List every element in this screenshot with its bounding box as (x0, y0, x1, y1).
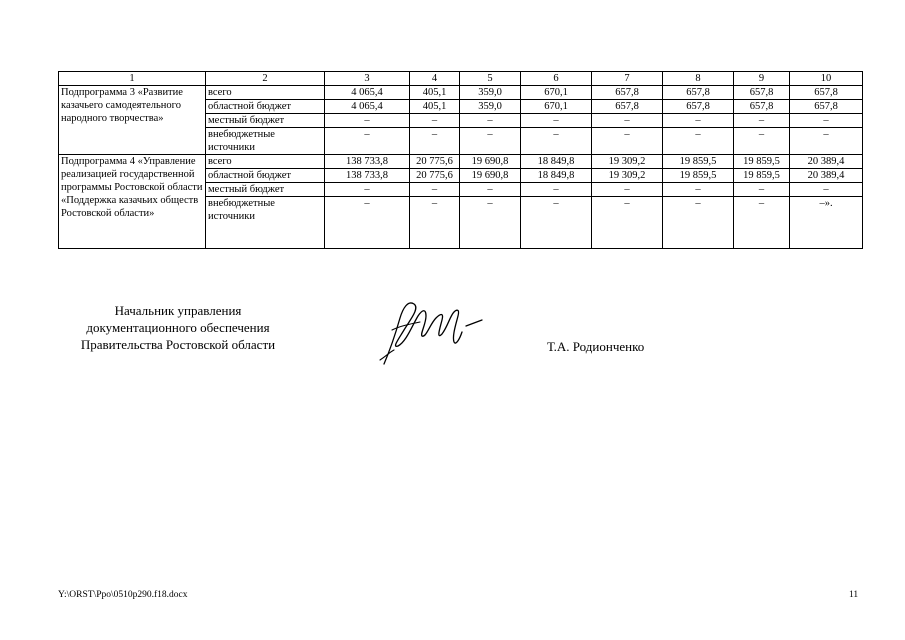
cell-value: 18 849,8 (521, 155, 592, 169)
cell-value: – (325, 183, 410, 197)
cell-value: 19 859,5 (663, 169, 734, 183)
cell-value: 657,8 (790, 100, 863, 114)
cell-value: – (734, 114, 790, 128)
cell-value: 19 309,2 (592, 155, 663, 169)
cell-value: – (460, 128, 521, 155)
cell-value: 359,0 (460, 86, 521, 100)
cell-value: 20 389,4 (790, 169, 863, 183)
cell-value: 657,8 (592, 100, 663, 114)
cell-value: 4 065,4 (325, 100, 410, 114)
signatory-name: Т.А. Родионченко (547, 339, 645, 354)
cell-value: – (521, 197, 592, 249)
cell-value: – (592, 197, 663, 249)
signatory-position (58, 302, 298, 353)
cell-value: 20 775,6 (410, 169, 460, 183)
row-label: всего (206, 86, 325, 100)
cell-value: – (734, 183, 790, 197)
cell-value: – (325, 128, 410, 155)
cell-value: – (460, 197, 521, 249)
cell-value: 19 690,8 (460, 155, 521, 169)
col-header: 5 (460, 72, 521, 86)
budget-table (58, 71, 863, 249)
cell-value: 19 859,5 (663, 155, 734, 169)
row-label: внебюджетные источники (206, 128, 325, 155)
signatory-position-line: Правительства Ростовской области (80, 337, 276, 352)
row-label: областной бюджет (206, 169, 325, 183)
handwritten-signature (370, 290, 490, 370)
cell-value: 405,1 (410, 86, 460, 100)
cell-value: 670,1 (521, 100, 592, 114)
col-header: 6 (521, 72, 592, 86)
cell-value: 359,0 (460, 100, 521, 114)
col-header: 9 (734, 72, 790, 86)
cell-value: 670,1 (521, 86, 592, 100)
cell-value: – (410, 197, 460, 249)
cell-value: 18 849,8 (521, 169, 592, 183)
cell-value: – (790, 114, 863, 128)
cell-value: 4 065,4 (325, 86, 410, 100)
col-header: 4 (410, 72, 460, 86)
row-label: внебюджетные источники (206, 197, 325, 249)
col-header: 10 (790, 72, 863, 86)
signatory-position-line: документационного обеспечения (86, 320, 270, 335)
subprogram-title: Подпрограмма 4 «Управление реализацией государственной программы Ростовской области «Поддержка казачьих обществ Ростовской области» (59, 155, 206, 249)
cell-value: 20 775,6 (410, 155, 460, 169)
cell-value: 20 389,4 (790, 155, 863, 169)
col-header: 7 (592, 72, 663, 86)
header-row (59, 72, 863, 86)
col-header: 3 (325, 72, 410, 86)
file-path: Y:\ORST\Ppo\0510p290.f18.docx (58, 590, 188, 600)
row-label: всего (206, 155, 325, 169)
cell-value: 657,8 (663, 100, 734, 114)
cell-value: – (663, 183, 734, 197)
table-row (59, 86, 863, 100)
col-header: 2 (206, 72, 325, 86)
cell-value: 19 690,8 (460, 169, 521, 183)
cell-value: – (460, 183, 521, 197)
cell-value: 138 733,8 (325, 155, 410, 169)
col-header: 8 (663, 72, 734, 86)
cell-value: – (790, 183, 863, 197)
cell-value: – (663, 197, 734, 249)
cell-value: – (410, 114, 460, 128)
cell-value: – (521, 128, 592, 155)
cell-value: – (592, 128, 663, 155)
row-label: областной бюджет (206, 100, 325, 114)
cell-value: – (410, 183, 460, 197)
page-number: 11 (849, 590, 859, 600)
cell-value: – (521, 183, 592, 197)
cell-value: – (663, 128, 734, 155)
cell-value: 657,8 (790, 86, 863, 100)
table-row (59, 155, 863, 169)
cell-value: – (734, 197, 790, 249)
cell-value: – (325, 114, 410, 128)
cell-value: – (460, 114, 521, 128)
cell-value: 657,8 (734, 86, 790, 100)
col-header: 1 (59, 72, 206, 86)
cell-value: – (592, 114, 663, 128)
cell-value: – (663, 114, 734, 128)
cell-value: 405,1 (410, 100, 460, 114)
row-label: местный бюджет (206, 114, 325, 128)
cell-value: – (790, 128, 863, 155)
cell-value: 657,8 (734, 100, 790, 114)
cell-value: 19 309,2 (592, 169, 663, 183)
cell-value: – (592, 183, 663, 197)
cell-value: 657,8 (663, 86, 734, 100)
row-label: местный бюджет (206, 183, 325, 197)
cell-value: – (410, 128, 460, 155)
cell-value: 138 733,8 (325, 169, 410, 183)
cell-value: 19 859,5 (734, 155, 790, 169)
cell-value: – (325, 197, 410, 249)
signatory-position-line: Начальник управления (114, 303, 242, 318)
cell-value: 657,8 (592, 86, 663, 100)
cell-value: –». (790, 197, 863, 249)
cell-value: – (734, 128, 790, 155)
cell-value: 19 859,5 (734, 169, 790, 183)
cell-value: – (521, 114, 592, 128)
subprogram-title: Подпрограмма 3 «Развитие казачьего самодеятельного народного творчества» (59, 86, 206, 155)
